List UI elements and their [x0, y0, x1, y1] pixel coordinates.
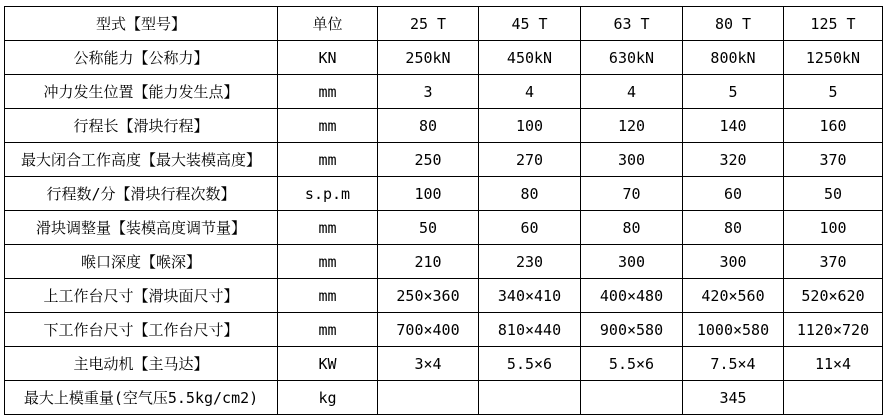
unit-cell: s.p.m	[278, 177, 378, 211]
table-row	[5, 245, 883, 279]
row-label-cell: 冲力发生位置【能力发生点】	[5, 75, 278, 109]
value-cell: 300	[581, 143, 683, 177]
row-label-cell: 上工作台尺寸【滑块面尺寸】	[5, 279, 278, 313]
value-cell: 50	[378, 211, 479, 245]
value-cell: 80	[581, 211, 683, 245]
value-cell: 520×620	[784, 279, 883, 313]
value-cell: 5	[784, 75, 883, 109]
value-cell: 320	[683, 143, 784, 177]
row-label-cell: 下工作台尺寸【工作台尺寸】	[5, 313, 278, 347]
table-row	[5, 313, 883, 347]
row-label-cell: 行程长【滑块行程】	[5, 109, 278, 143]
value-cell: 160	[784, 109, 883, 143]
model-header-cell: 45 T	[479, 7, 581, 41]
value-cell: 4	[581, 75, 683, 109]
value-cell: 11×4	[784, 347, 883, 381]
table-row	[5, 347, 883, 381]
value-cell: 270	[479, 143, 581, 177]
unit-cell: mm	[278, 279, 378, 313]
value-cell: 700×400	[378, 313, 479, 347]
table-row	[5, 41, 883, 75]
value-cell: 5.5×6	[581, 347, 683, 381]
value-cell: 60	[479, 211, 581, 245]
unit-cell: KN	[278, 41, 378, 75]
unit-cell: mm	[278, 109, 378, 143]
value-cell: 100	[479, 109, 581, 143]
value-cell: 4	[479, 75, 581, 109]
value-cell: 210	[378, 245, 479, 279]
value-cell: 3	[378, 75, 479, 109]
value-cell	[581, 381, 683, 415]
unit-cell: mm	[278, 313, 378, 347]
value-cell: 810×440	[479, 313, 581, 347]
value-cell: 345	[683, 381, 784, 415]
value-cell: 450kN	[479, 41, 581, 75]
row-label-cell: 滑块调整量【装模高度调节量】	[5, 211, 278, 245]
table-row	[5, 109, 883, 143]
value-cell: 420×560	[683, 279, 784, 313]
table-row	[5, 75, 883, 109]
value-cell: 1120×720	[784, 313, 883, 347]
table-row	[5, 381, 883, 415]
table-row	[5, 177, 883, 211]
value-cell: 140	[683, 109, 784, 143]
unit-cell: mm	[278, 211, 378, 245]
unit-cell: mm	[278, 245, 378, 279]
value-cell: 100	[784, 211, 883, 245]
value-cell: 1250kN	[784, 41, 883, 75]
value-cell	[784, 381, 883, 415]
value-cell: 250	[378, 143, 479, 177]
value-cell: 5	[683, 75, 784, 109]
header-row	[5, 7, 883, 41]
value-cell: 900×580	[581, 313, 683, 347]
value-cell: 340×410	[479, 279, 581, 313]
model-header-cell: 125 T	[784, 7, 883, 41]
value-cell: 70	[581, 177, 683, 211]
value-cell: 300	[581, 245, 683, 279]
model-header-cell: 63 T	[581, 7, 683, 41]
unit-cell: mm	[278, 75, 378, 109]
value-cell: 230	[479, 245, 581, 279]
value-cell: 80	[378, 109, 479, 143]
table-row	[5, 211, 883, 245]
unit-cell: kg	[278, 381, 378, 415]
value-cell: 7.5×4	[683, 347, 784, 381]
table-row	[5, 279, 883, 313]
row-label-cell: 最大闭合工作高度【最大装模高度】	[5, 143, 278, 177]
value-cell: 120	[581, 109, 683, 143]
unit-cell: 单位	[278, 7, 378, 41]
value-cell: 5.5×6	[479, 347, 581, 381]
value-cell: 50	[784, 177, 883, 211]
spec-table-body	[5, 7, 883, 415]
value-cell: 400×480	[581, 279, 683, 313]
row-label-cell: 型式【型号】	[5, 7, 278, 41]
value-cell: 1000×580	[683, 313, 784, 347]
value-cell: 370	[784, 245, 883, 279]
row-label-cell: 公称能力【公称力】	[5, 41, 278, 75]
value-cell: 100	[378, 177, 479, 211]
model-header-cell: 25 T	[378, 7, 479, 41]
row-label-cell: 喉口深度【喉深】	[5, 245, 278, 279]
value-cell: 800kN	[683, 41, 784, 75]
value-cell: 80	[479, 177, 581, 211]
unit-cell: mm	[278, 143, 378, 177]
unit-cell: KW	[278, 347, 378, 381]
table-row	[5, 143, 883, 177]
spec-table	[4, 6, 883, 415]
value-cell: 60	[683, 177, 784, 211]
value-cell: 250kN	[378, 41, 479, 75]
row-label-cell: 行程数/分【滑块行程次数】	[5, 177, 278, 211]
value-cell: 80	[683, 211, 784, 245]
value-cell: 250×360	[378, 279, 479, 313]
row-label-cell: 主电动机【主马达】	[5, 347, 278, 381]
value-cell: 300	[683, 245, 784, 279]
value-cell: 370	[784, 143, 883, 177]
value-cell: 3×4	[378, 347, 479, 381]
model-header-cell: 80 T	[683, 7, 784, 41]
value-cell	[479, 381, 581, 415]
row-label-cell: 最大上模重量(空气压5.5kg/cm2)	[5, 381, 278, 415]
spec-table-container	[4, 6, 882, 415]
value-cell: 630kN	[581, 41, 683, 75]
value-cell	[378, 381, 479, 415]
